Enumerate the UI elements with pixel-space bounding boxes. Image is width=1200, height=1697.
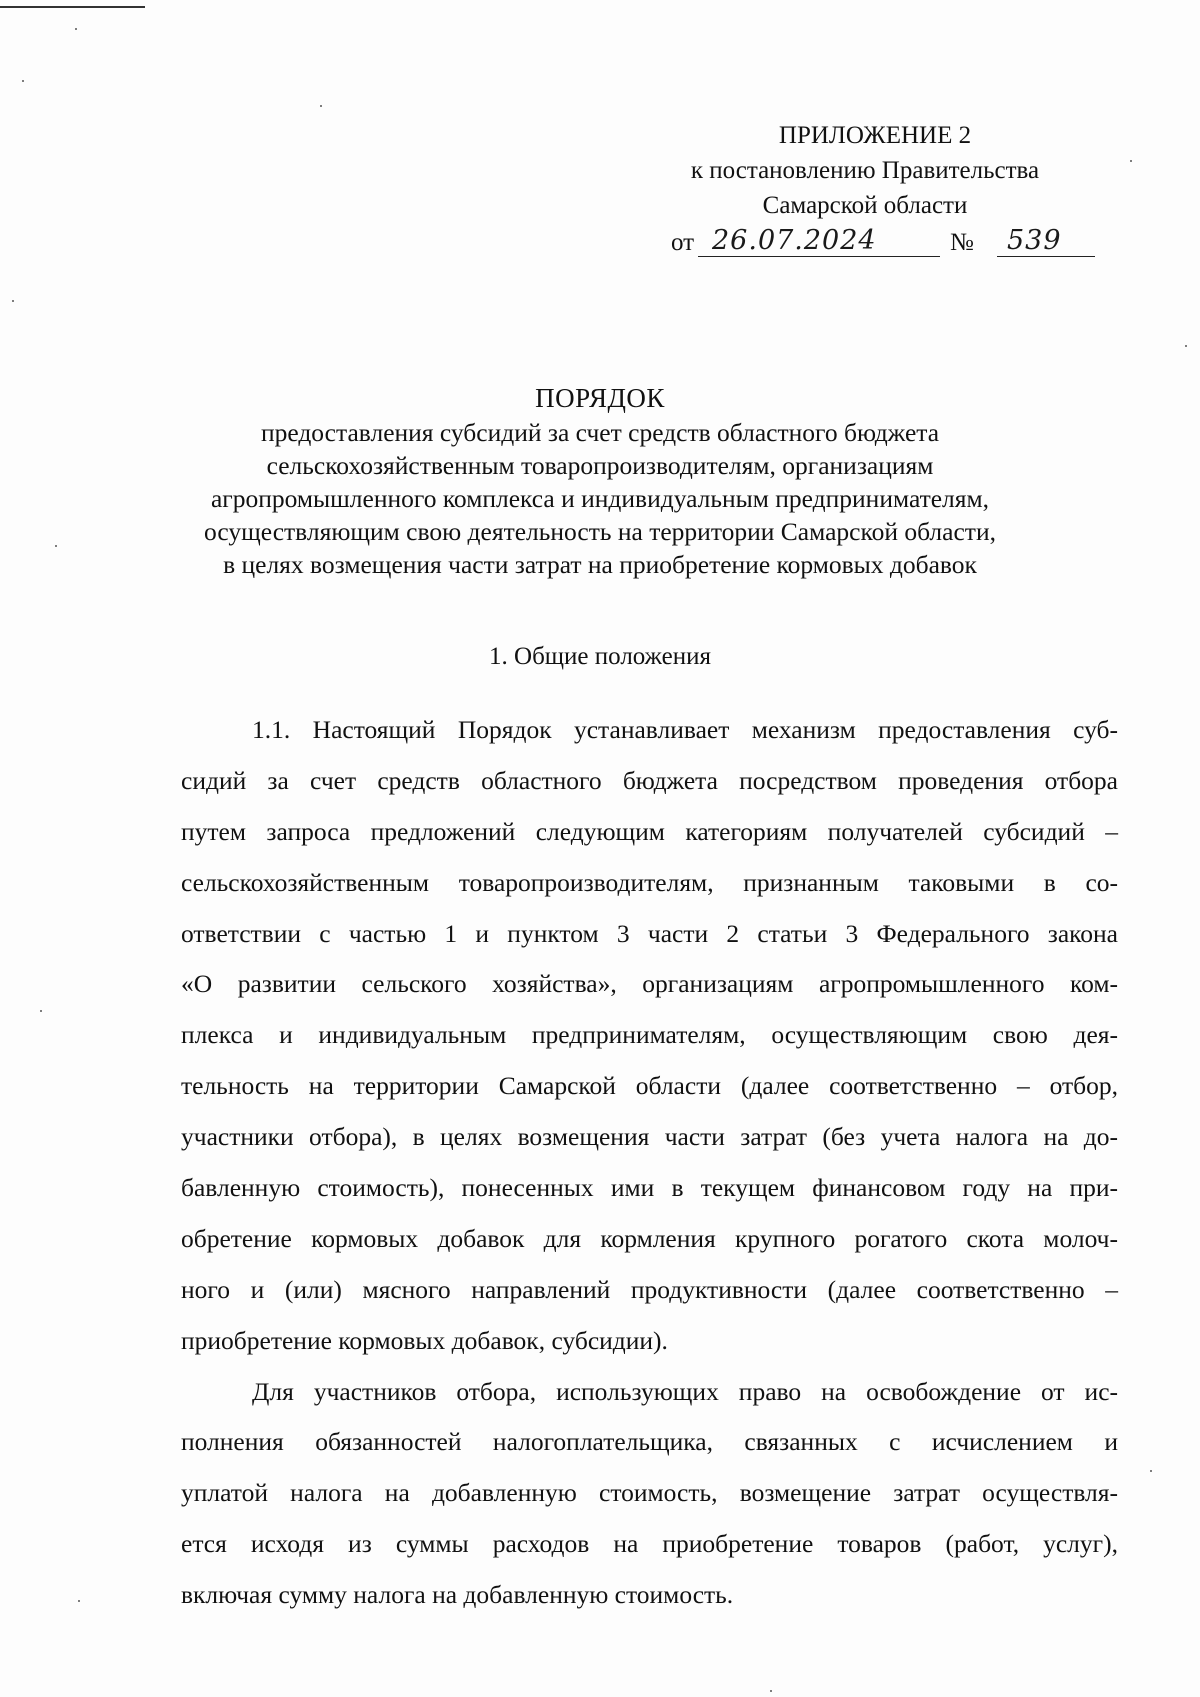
text-line: полнения обязанностей налогоплательщика, связанных с исчислением и <box>181 1427 1118 1457</box>
text-line: бавленную стоимость), понесенных ими в текущем финансовом году на при- <box>181 1173 1118 1203</box>
text-line: «О развитии сельского хозяйства», организациям агропромышленного ком- <box>181 969 1118 999</box>
text-line: путем запроса предложений следующим категориям получателей субсидий – <box>181 816 1118 846</box>
appendix-line-1: к постановлению Правительства <box>690 157 1040 184</box>
subtitle-line: в целях возмещения части затрат на приобретение кормовых добавок <box>223 550 977 579</box>
scan-speck <box>40 1010 42 1012</box>
number-label: № <box>950 229 974 256</box>
text-line: ется исходя из суммы расходов на приобретение товаров (работ, услуг), <box>181 1529 1118 1559</box>
scan-speck <box>75 28 77 30</box>
from-label: от <box>671 229 695 256</box>
text-line: приобретение кормовых добавок, субсидии). <box>181 1325 668 1355</box>
scan-speck <box>770 1690 772 1692</box>
text-line: ответствии с частью 1 и пунктом 3 части 2 статьи 3 Федерального закона <box>181 918 1118 948</box>
text-line: сидий за счет средств областного бюджета посредством проведения отбора <box>181 765 1118 795</box>
scan-speck <box>22 80 24 82</box>
subtitle-line: агропромышленного комплекса и индивидуальным предпринимателям, <box>210 484 990 513</box>
text-line: обретение кормовых добавок для кормления крупного рогатого скота молоч- <box>181 1223 1118 1253</box>
scan-speck <box>1185 345 1187 347</box>
paragraph-1-1 <box>181 705 1118 1367</box>
scan-speck <box>12 300 14 302</box>
handwritten-date: 26.07.2024 <box>698 223 940 257</box>
text-line: уплатой налога на добавленную стоимость, возмещение затрат осуществля- <box>181 1478 1118 1508</box>
subtitle-line: сельскохозяйственным товаропроизводителям, организациям <box>266 451 934 480</box>
text-line: 1.1. Настоящий Порядок устанавливает механизм предоставления суб- <box>252 715 1118 744</box>
scan-speck <box>1130 160 1132 162</box>
scan-speck <box>55 545 57 547</box>
appendix-title: ПРИЛОЖЕНИЕ 2 <box>778 122 972 149</box>
date-number-row <box>640 223 1090 263</box>
text-line: ного и (или) мясного направлений продуктивности (далее соответственно – <box>181 1274 1118 1304</box>
scan-edge-mark <box>0 0 145 8</box>
text-line: плекса и индивидуальным предпринимателям, осуществляющим свою дея- <box>181 1020 1118 1050</box>
scan-speck <box>78 1600 80 1602</box>
text-line: сельскохозяйственным товаропроизводителям, признанным таковыми в со- <box>181 867 1118 897</box>
document-subtitle <box>160 416 1040 581</box>
paragraph-2 <box>181 1367 1118 1621</box>
appendix-block <box>640 118 1090 263</box>
section-title: 1. Общие положения <box>489 643 711 670</box>
scan-speck <box>1150 1470 1152 1472</box>
text-line: участники отбора), в целях возмещения части затрат (без учета налога на до- <box>181 1122 1118 1152</box>
document-heading <box>160 380 1040 581</box>
text-line: Для участников отбора, использующих право на освобождение от ис- <box>252 1376 1118 1406</box>
scan-speck <box>320 105 322 107</box>
text-line: включая сумму налога на добавленную стоимость. <box>181 1580 734 1610</box>
appendix-line-2: Самарской области <box>762 192 968 219</box>
document-title: ПОРЯДОК <box>535 383 665 413</box>
body-text <box>181 705 1118 1621</box>
subtitle-line: осуществляющим свою деятельность на территории Самарской области, <box>204 517 996 546</box>
handwritten-number: 539 <box>997 223 1095 257</box>
text-line: тельность на территории Самарской области (далее соответственно – отбор, <box>181 1071 1118 1101</box>
subtitle-line: предоставления субсидий за счет средств областного бюджета <box>260 418 940 447</box>
